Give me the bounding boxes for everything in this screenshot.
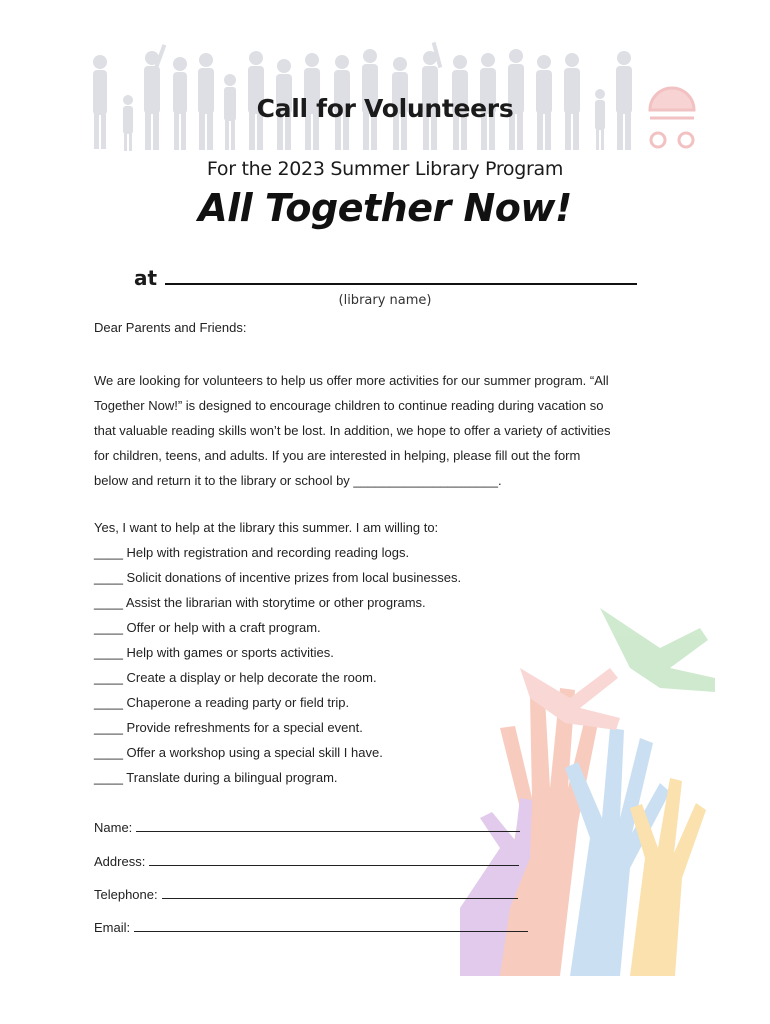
list-item: ____ Offer or help with a craft program. xyxy=(94,620,321,635)
page-title: Call for Volunteers xyxy=(256,94,514,123)
list-item: ____ Create a display or help decorate the room. xyxy=(94,670,377,685)
at-label: at xyxy=(134,266,158,290)
telephone-field xyxy=(94,887,518,902)
list-item: ____ Help with registration and recording reading logs. xyxy=(94,545,410,560)
list-item: ____ Provide refreshments for a special event. xyxy=(94,720,363,735)
email-blank xyxy=(134,920,528,932)
greeting: Dear Parents and Friends: xyxy=(94,320,247,335)
email-field xyxy=(94,920,528,935)
library-name-blank xyxy=(165,267,637,285)
name-blank xyxy=(136,820,520,832)
address-label: Address: xyxy=(94,854,146,869)
name-label: Name: xyxy=(94,820,133,835)
willing-intro: Yes, I want to help at the library this summer. I am willing to: xyxy=(94,520,439,535)
list-item: ____ Translate during a bilingual program. xyxy=(94,770,338,785)
intro-line: below and return it to the library or school by ____________________. xyxy=(94,473,502,488)
address-blank xyxy=(149,854,519,866)
library-name-line xyxy=(134,266,637,290)
telephone-label: Telephone: xyxy=(94,887,158,902)
library-name-caption: (library name) xyxy=(338,293,432,308)
page-subtitle: For the 2023 Summer Library Program xyxy=(206,158,564,180)
volunteer-options-list xyxy=(94,540,461,790)
list-item: ____ Solicit donations of incentive prizes from local businesses. xyxy=(94,570,462,585)
intro-line: We are looking for volunteers to help us offer more activities for our summer program. “All xyxy=(94,373,609,388)
address-field xyxy=(94,854,519,869)
list-item: ____ Offer a workshop using a special skill I have. xyxy=(94,745,383,760)
name-field xyxy=(94,820,520,835)
telephone-blank xyxy=(162,887,518,899)
intro-line: for children, teens, and adults. If you are interested in helping, please fill out the form xyxy=(94,448,581,463)
list-item: ____ Assist the librarian with storytime or other programs. xyxy=(94,595,426,610)
intro-line: that valuable reading skills won’t be lost. In addition, we hope to offer a variety of activities xyxy=(94,423,611,438)
list-item: ____ Chaperone a reading party or field trip. xyxy=(94,695,350,710)
intro-paragraph xyxy=(94,368,654,493)
list-item: ____ Help with games or sports activities. xyxy=(94,645,334,660)
program-name: All Together Now! xyxy=(198,186,572,230)
intro-line: Together Now!” is designed to encourage children to continue reading during vacation so xyxy=(94,398,604,413)
email-label: Email: xyxy=(94,920,131,935)
